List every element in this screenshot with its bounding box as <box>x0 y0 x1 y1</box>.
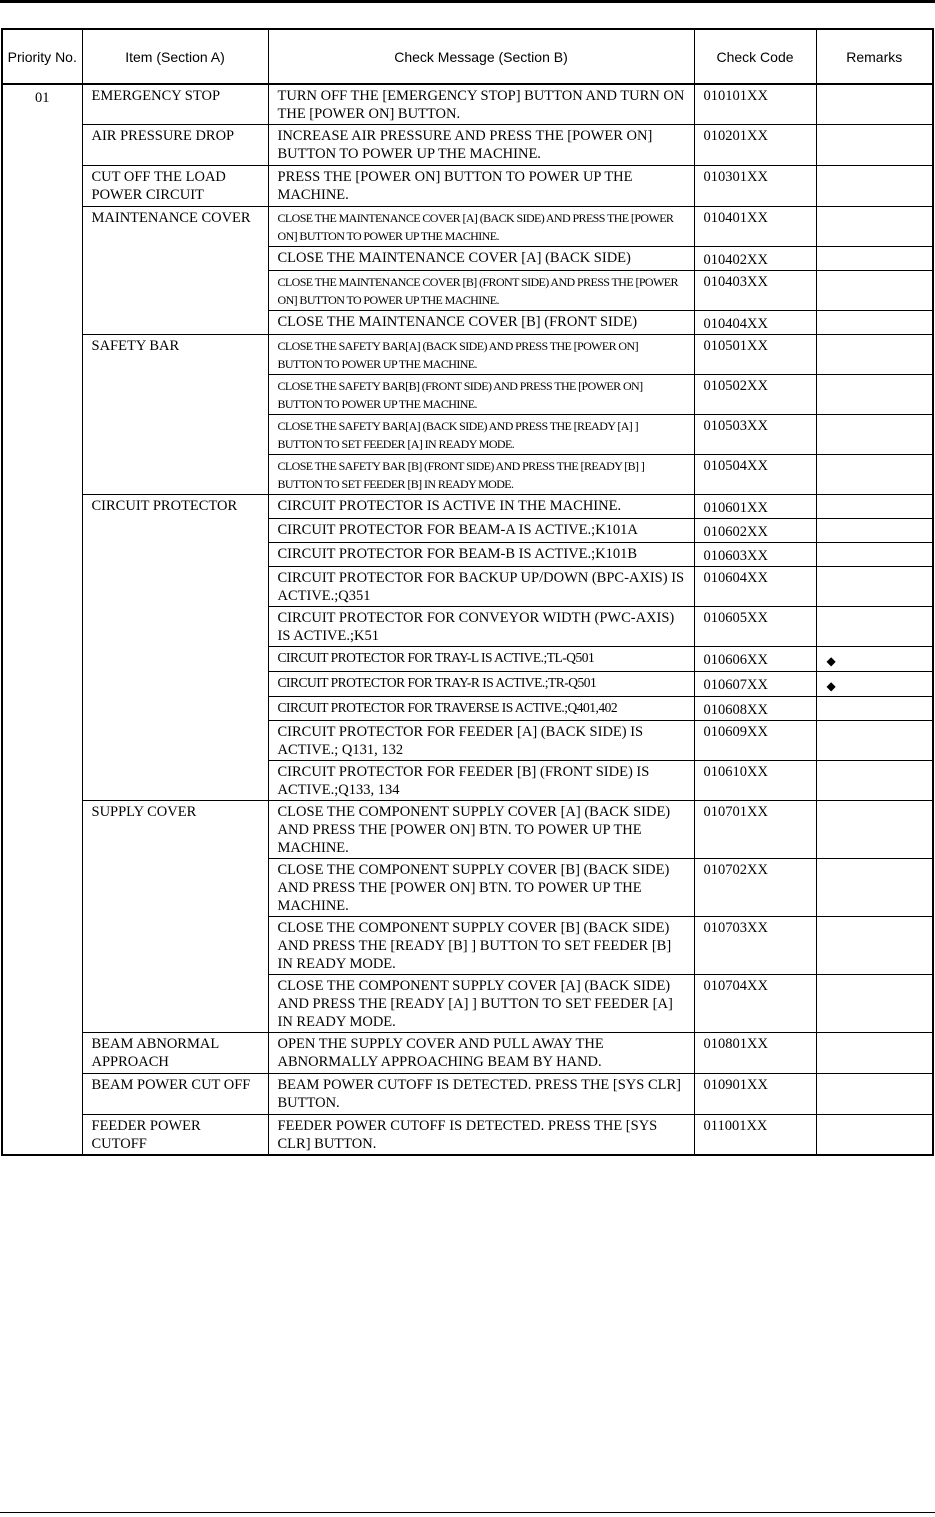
remarks <box>816 519 933 543</box>
remarks <box>816 495 933 519</box>
check-message: CLOSE THE SAFETY BAR [B] (FRONT SIDE) AND PRESS THE [READY [B] ] BUTTON TO SET FEEDER [B] IN READY MODE. <box>268 455 694 495</box>
header-item: Item (Section A) <box>82 29 268 84</box>
table-row <box>2 1074 933 1115</box>
remarks <box>816 607 933 647</box>
priority-number: 01 <box>2 84 82 1155</box>
check-code: 010703XX <box>694 917 816 975</box>
remarks <box>816 917 933 975</box>
page-top-rule <box>0 0 935 3</box>
remarks <box>816 859 933 917</box>
check-message: CLOSE THE MAINTENANCE COVER [B] (FRONT SIDE) <box>268 311 694 335</box>
remarks <box>816 84 933 125</box>
check-message: CLOSE THE COMPONENT SUPPLY COVER [A] (BACK SIDE) AND PRESS THE [POWER ON] BTN. TO POWER UP THE MACHINE. <box>268 801 694 859</box>
check-message: CIRCUIT PROTECTOR FOR FEEDER [A] (BACK SIDE) IS ACTIVE.; Q131, 132 <box>268 721 694 761</box>
check-message: CIRCUIT PROTECTOR IS ACTIVE IN THE MACHINE. <box>268 495 694 519</box>
check-code: 010603XX <box>694 543 816 567</box>
remarks <box>816 1033 933 1074</box>
item-section-a: SUPPLY COVER <box>82 801 268 1033</box>
check-code: 010401XX <box>694 207 816 247</box>
page-bottom-rule <box>0 1512 935 1513</box>
remarks <box>816 247 933 271</box>
check-message: CIRCUIT PROTECTOR FOR BACKUP UP/DOWN (BPC-AXIS) IS ACTIVE.;Q351 <box>268 567 694 607</box>
header-code: Check Code <box>694 29 816 84</box>
check-message: CIRCUIT PROTECTOR FOR FEEDER [B] (FRONT SIDE) IS ACTIVE.;Q133, 134 <box>268 761 694 801</box>
table-row <box>2 207 933 247</box>
check-message: CLOSE THE COMPONENT SUPPLY COVER [A] (BACK SIDE) AND PRESS THE [READY [A] ] BUTTON TO SET FEEDER [A] IN READY MODE. <box>268 975 694 1033</box>
table-row <box>2 801 933 859</box>
remarks <box>816 761 933 801</box>
remarks <box>816 567 933 607</box>
check-message: CLOSE THE SAFETY BAR[A] (BACK SIDE) AND PRESS THE [POWER ON] BUTTON TO POWER UP THE MACHINE. <box>268 335 694 375</box>
check-message: CIRCUIT PROTECTOR FOR TRAVERSE IS ACTIVE.;Q401,402 <box>268 697 694 721</box>
check-code: 010702XX <box>694 859 816 917</box>
table-row <box>2 1115 933 1156</box>
check-code: 010608XX <box>694 697 816 721</box>
header-priority: Priority No. <box>2 29 82 84</box>
check-code: 010201XX <box>694 125 816 166</box>
remarks <box>816 721 933 761</box>
check-code: 010602XX <box>694 519 816 543</box>
check-code: 010606XX <box>694 647 816 672</box>
check-message: OPEN THE SUPPLY COVER AND PULL AWAY THE ABNORMALLY APPROACHING BEAM BY HAND. <box>268 1033 694 1074</box>
item-section-a: CUT OFF THE LOAD POWER CIRCUIT <box>82 166 268 207</box>
item-section-a: BEAM POWER CUT OFF <box>82 1074 268 1115</box>
check-message: TURN OFF THE [EMERGENCY STOP] BUTTON AND TURN ON THE [POWER ON] BUTTON. <box>268 84 694 125</box>
table-row <box>2 84 933 125</box>
check-message: CIRCUIT PROTECTOR FOR BEAM-A IS ACTIVE.;K101A <box>268 519 694 543</box>
check-message: CIRCUIT PROTECTOR FOR TRAY-L IS ACTIVE.;TL-Q501 <box>268 647 694 672</box>
remarks <box>816 415 933 455</box>
table-row <box>2 1033 933 1074</box>
check-code: 010402XX <box>694 247 816 271</box>
remarks <box>816 335 933 375</box>
table-row <box>2 495 933 519</box>
item-section-a: FEEDER POWER CUTOFF <box>82 1115 268 1156</box>
table-row <box>2 335 933 375</box>
check-message: CLOSE THE SAFETY BAR[B] (FRONT SIDE) AND PRESS THE [POWER ON] BUTTON TO POWER UP THE MACHINE. <box>268 375 694 415</box>
check-code: 010701XX <box>694 801 816 859</box>
check-message: CLOSE THE COMPONENT SUPPLY COVER [B] (BACK SIDE) AND PRESS THE [POWER ON] BTN. TO POWER UP THE MACHINE. <box>268 859 694 917</box>
remarks <box>816 271 933 311</box>
item-section-a: BEAM ABNORMAL APPROACH <box>82 1033 268 1074</box>
remarks <box>816 697 933 721</box>
item-section-a: SAFETY BAR <box>82 335 268 495</box>
check-code: 010604XX <box>694 567 816 607</box>
item-section-a: CIRCUIT PROTECTOR <box>82 495 268 801</box>
check-message: CLOSE THE SAFETY BAR[A] (BACK SIDE) AND PRESS THE [READY [A] ] BUTTON TO SET FEEDER [A] IN READY MODE. <box>268 415 694 455</box>
table-header-row <box>2 29 933 84</box>
check-message: CLOSE THE MAINTENANCE COVER [A] (BACK SIDE) <box>268 247 694 271</box>
check-code: 011001XX <box>694 1115 816 1156</box>
remarks <box>816 543 933 567</box>
table-row <box>2 125 933 166</box>
check-code: 010404XX <box>694 311 816 335</box>
header-remarks: Remarks <box>816 29 933 84</box>
table-body <box>2 84 933 1155</box>
check-code: 010601XX <box>694 495 816 519</box>
remarks <box>816 455 933 495</box>
item-section-a: EMERGENCY STOP <box>82 84 268 125</box>
check-message: CIRCUIT PROTECTOR FOR TRAY-R IS ACTIVE.;TR-Q501 <box>268 672 694 697</box>
check-code: 010901XX <box>694 1074 816 1115</box>
remarks <box>816 801 933 859</box>
check-message: FEEDER POWER CUTOFF IS DETECTED. PRESS THE [SYS CLR] BUTTON. <box>268 1115 694 1156</box>
remarks: ◆ <box>816 672 933 697</box>
remarks <box>816 207 933 247</box>
check-code: 010403XX <box>694 271 816 311</box>
check-code: 010503XX <box>694 415 816 455</box>
check-code: 010610XX <box>694 761 816 801</box>
check-message: PRESS THE [POWER ON] BUTTON TO POWER UP THE MACHINE. <box>268 166 694 207</box>
check-message: CLOSE THE MAINTENANCE COVER [A] (BACK SIDE) AND PRESS THE [POWER ON] BUTTON TO POWER UP THE MACHINE. <box>268 207 694 247</box>
check-code: 010704XX <box>694 975 816 1033</box>
check-message-table <box>1 28 934 1156</box>
check-code: 010504XX <box>694 455 816 495</box>
check-message: CIRCUIT PROTECTOR FOR BEAM-B IS ACTIVE.;K101B <box>268 543 694 567</box>
check-message: INCREASE AIR PRESSURE AND PRESS THE [POWER ON] BUTTON TO POWER UP THE MACHINE. <box>268 125 694 166</box>
item-section-a: MAINTENANCE COVER <box>82 207 268 335</box>
check-code: 010301XX <box>694 166 816 207</box>
check-message: BEAM POWER CUTOFF IS DETECTED. PRESS THE [SYS CLR] BUTTON. <box>268 1074 694 1115</box>
check-code: 010801XX <box>694 1033 816 1074</box>
remarks <box>816 125 933 166</box>
remarks <box>816 1115 933 1156</box>
check-code: 010501XX <box>694 335 816 375</box>
remarks <box>816 1074 933 1115</box>
table-row <box>2 166 933 207</box>
check-message: CLOSE THE COMPONENT SUPPLY COVER [B] (BACK SIDE) AND PRESS THE [READY [B] ] BUTTON TO SET FEEDER [B] IN READY MODE. <box>268 917 694 975</box>
remarks: ◆ <box>816 647 933 672</box>
remarks <box>816 166 933 207</box>
check-message: CLOSE THE MAINTENANCE COVER [B] (FRONT SIDE) AND PRESS THE [POWER ON] BUTTON TO POWER UP THE MACHINE. <box>268 271 694 311</box>
check-code: 010605XX <box>694 607 816 647</box>
check-code: 010101XX <box>694 84 816 125</box>
check-message: CIRCUIT PROTECTOR FOR CONVEYOR WIDTH (PWC-AXIS) IS ACTIVE.;K51 <box>268 607 694 647</box>
check-code: 010607XX <box>694 672 816 697</box>
item-section-a: AIR PRESSURE DROP <box>82 125 268 166</box>
remarks <box>816 975 933 1033</box>
remarks <box>816 375 933 415</box>
remarks <box>816 311 933 335</box>
check-code: 010609XX <box>694 721 816 761</box>
header-message: Check Message (Section B) <box>268 29 694 84</box>
check-code: 010502XX <box>694 375 816 415</box>
